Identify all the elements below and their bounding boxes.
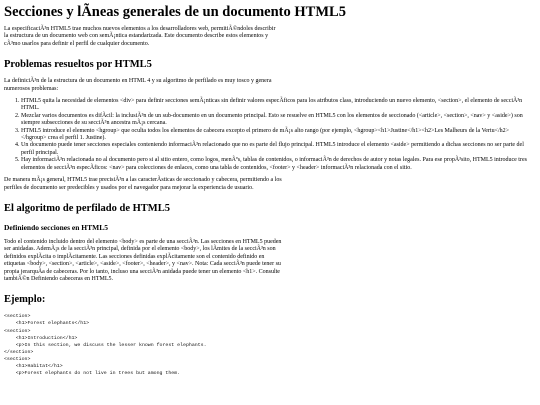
defining-paragraph: Todo el contenido incluido dentro del elemento <body> es parte de una secciÃ³n. Las secciones en HTML5 pueden ser anidadas. AdemÃ¡s de la secciÃ³n principal, definida por el elemento <body>, los lÃmites de la secciÃ³n son definidos explÃcita o implÃcitamente. Las secciones definidas explÃcitamente son el contenido definido en etiquetas <body>, <section>, <article>, <aside>, <footer>, <header>, y <nav>. Nota: Cada secciÃ³n puede tener su propia jerarquÃa de cabeceras. Por lo tanto, incluso una secciÃ³n anidada puede tener un elemento <h1>. Consulte tambiÃ©n Definiendo cabeceras en HTML5. — [4, 238, 282, 282]
page-title: Secciones y lÃneas generales de un documento HTML5 — [4, 4, 346, 20]
section-heading-example: Ejemplo: — [4, 294, 46, 306]
list-item: 1. HTML5 quita la necesidad de elementos <div> para definir secciones semÃ¡nticas sin definir valores especÃficos para los atributos class, introduciendo un nuevo elemento, <section>, el elemento de secciÃ³n HTML. — [21, 98, 531, 113]
problems-paragraph: La definiciÃ³n de la estructura de un documento en HTML 4 y su algoritmo de perfilado es muy tosco y genera numerosos problemas: — [4, 78, 272, 92]
list-item: 3. HTML5 introduce el elemento <hgroup> que oculta todos los elementos de cabecera excepto el primero de mÃ¡s alto rango (por ejemplo, <hgroup><h1>Justine</h1><h2>Les Malheurs de la Vertu</h2></hgroup> crea el perfil 1. Justine). — [21, 128, 531, 143]
subsection-heading-defining: Definiendo secciones en HTML5 — [4, 222, 108, 232]
closing-paragraph: De manera mÃ¡s general, HTML5 trae precisiÃ³n a las caracterÃsticas de seccionado y cabecera, permitiendo a los perfiles de documento ser predecibles y usados por el navegador para mejorar la experiencia de usuario. — [4, 177, 282, 191]
code-example: <section> <h1>Forest elephants</h1> <section> <h1>Introduction</h1> <p>In this section, we discuss the lesser known forest elephants. </section> <section> <h1>Habitat</h1> <p>Forest elephants do not live in trees but among them. — [4, 314, 207, 377]
list-item: 4. Un documento puede tener secciones especiales conteniendo informaciÃ³n relacionado que no es parte del flujo principal. HTML5 introduce el elemento <aside> permitiendo a dichas secciones no ser parte del perfil principal. — [21, 142, 531, 157]
problems-list — [4, 98, 531, 172]
list-item: 2. Mezclar varios documentos es difÃcil: la inclusiÃ³n de un sub-documento en un documento principal. Esto se resuelve en HTML5 con los elementos de seccionado (<article>, <section>, <nav> y <aside>) son siempre subsecciones de su secciÃ³n ancestra mÃ¡s cercana. — [21, 113, 531, 128]
list-item: 5. Hay informaciÃ³n relacionada no al documento pero si al sitio entero, como logos, menÃºs, tablas de contenidos, o informaciÃ³n de derechos de autor y notas legales. Para ese propÃ³sito, HTML5 introduce tres elementos de secciÃ³n especÃficos: <nav> para colecciones de enlaces, como una tabla de contenidos, <footer> y <header> informaciÃ³n relacionada con el sitio. — [21, 157, 531, 172]
intro-paragraph: La especificaciÃ³n HTML5 trae muchos nuevos elementos a los desarrolladores web, permitiÃ©ndoles describir la estructura de un documento web con semÃ¡ntica estandarizada. Este documento describe estos elementos y cÃ³mo usarlos para definir el perfil de cualquier documento. — [4, 26, 276, 47]
section-heading-problems: Problemas resueltos por HTML5 — [4, 59, 152, 71]
section-heading-algorithm: El algoritmo de perfilado de HTML5 — [4, 202, 170, 214]
